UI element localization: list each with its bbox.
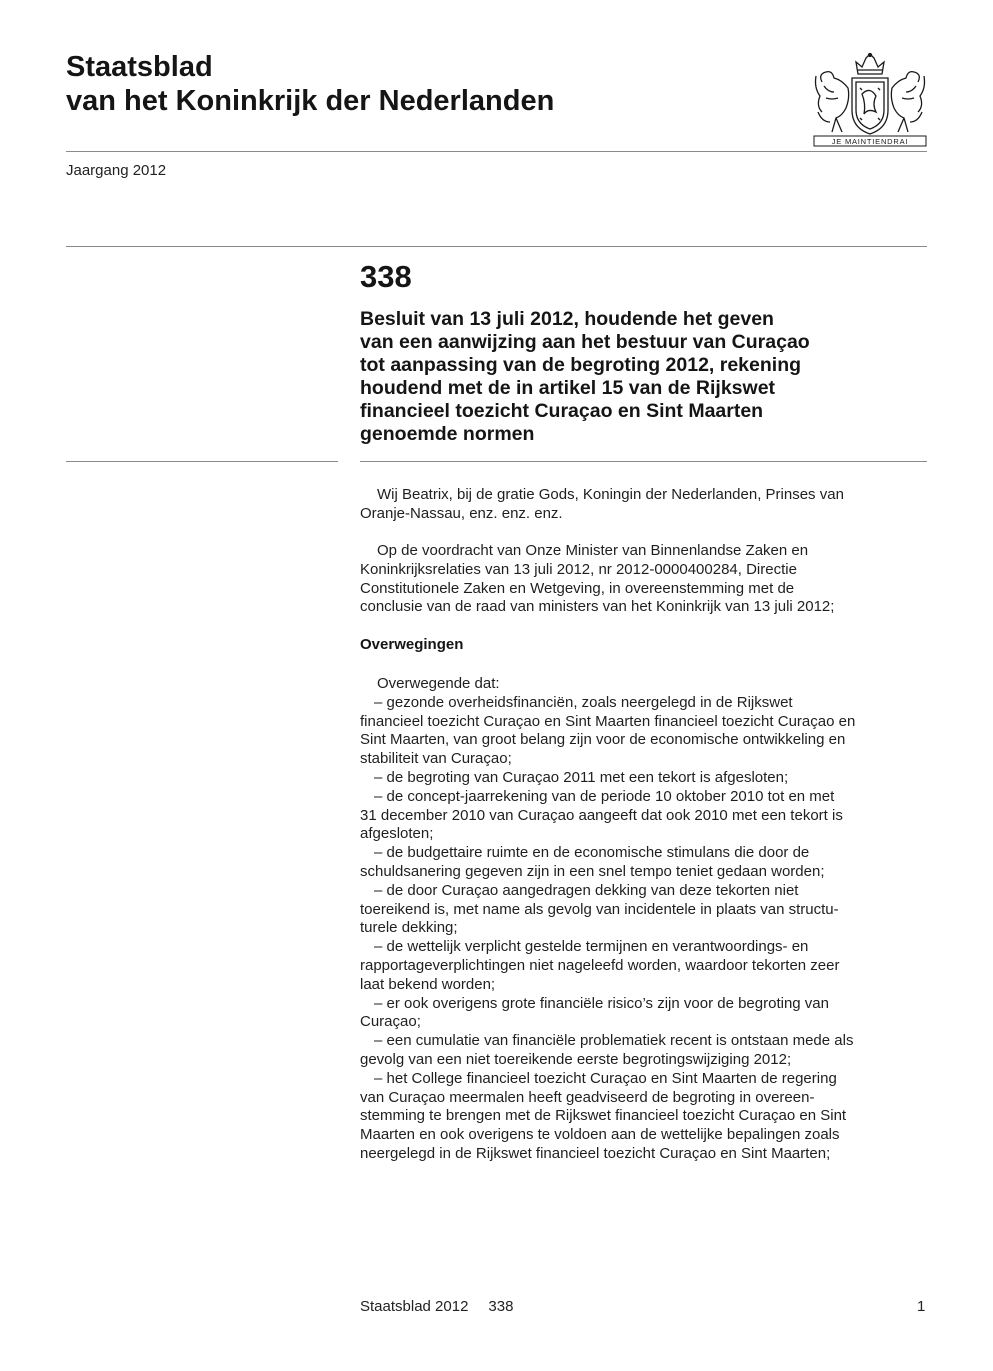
margin-rule: [66, 461, 338, 462]
voordracht-line: Koninkrijksrelaties van 13 juli 2012, nr 2012-0000400284, Directie: [360, 560, 797, 578]
masthead-title: [66, 50, 554, 118]
overweging-line: turele dekking;: [360, 919, 458, 937]
overwegingen-text: [360, 675, 935, 1164]
intro-line: Oranje-Nassau, enz. enz. enz.: [360, 504, 563, 522]
overweging-line: – de begroting van Curaçao 2011 met een tekort is afgesloten;: [374, 768, 789, 786]
jaargang: Jaargang 2012: [66, 162, 167, 179]
overweging-line: – er ook overigens grote financiële risico’s zijn voor de begroting van: [374, 994, 829, 1012]
page-number: 1: [917, 1298, 926, 1315]
intro-line: Wij Beatrix, bij de gratie Gods, Koningin der Nederlanden, Prinses van: [377, 486, 844, 503]
footer-number: 338: [488, 1298, 514, 1315]
voordracht-line: Op de voordracht van Onze Minister van Binnenlandse Zaken en: [377, 542, 809, 559]
overweging-line: Curaçao;: [360, 1013, 421, 1031]
overweging-line: financieel toezicht Curaçao en Sint Maarten financieel toezicht Curaçao en: [360, 712, 856, 730]
overweging-line: rapportageverplichtingen niet nageleefd worden, waardoor tekorten zeer: [360, 956, 840, 974]
voordracht-paragraph: [360, 542, 935, 617]
title-line-1: Staatsblad: [66, 51, 213, 83]
overweging-line: – de door Curaçao aangedragen dekking van deze tekorten niet: [374, 881, 799, 899]
decree-title-line: tot aanpassing van de begroting 2012, rekening: [360, 354, 802, 376]
decree-title-line: genoemde normen: [360, 423, 535, 445]
decree-title-line: financieel toezicht Curaçao en Sint Maarten: [360, 400, 764, 422]
coat-of-arms-icon: [812, 52, 928, 148]
section-heading: Overwegingen: [360, 636, 464, 653]
section-rule-top: [66, 246, 927, 247]
decree-title-line: van een aanwijzing aan het bestuur van Curaçao: [360, 331, 810, 353]
decree-number: 338: [360, 259, 412, 294]
header-rule: [66, 151, 927, 152]
title-rule: [360, 461, 927, 462]
overweging-line: – de wettelijk verplicht gestelde termijnen en verantwoordings- en: [374, 938, 809, 956]
overweging-line: stemming te brengen met de Rijkswet financieel toezicht Curaçao en Sint: [360, 1107, 847, 1125]
overweging-line: afgesloten;: [360, 825, 434, 843]
overweging-line: – een cumulatie van financiële problematiek recent is ontstaan mede als: [374, 1032, 854, 1050]
svg-text:JE MAINTIENDRAI: JE MAINTIENDRAI: [831, 137, 909, 146]
voordracht-line: Constitutionele Zaken en Wetgeving, in overeenstemming met de: [360, 579, 795, 597]
intro-paragraph: [360, 486, 935, 524]
title-line-2: van het Koninkrijk der Nederlanden: [66, 85, 555, 117]
overweging-line: – het College financieel toezicht Curaçao en Sint Maarten de regering: [374, 1069, 837, 1087]
overweging-line: 31 december 2010 van Curaçao aangeeft dat ook 2010 met een tekort is: [360, 806, 843, 824]
overweging-line: – de concept-jaarrekening van de periode 10 oktober 2010 tot en met: [374, 787, 835, 805]
overweging-line: – de budgettaire ruimte en de economische stimulans die door de: [374, 844, 810, 862]
footer-publication: [360, 1298, 513, 1315]
overweging-line: Sint Maarten, van groot belang zijn voor de economische ontwikkeling en: [360, 731, 846, 749]
overweging-line: Overwegende dat:: [377, 675, 500, 692]
decree-title-line: houdend met de in artikel 15 van de Rijkswet: [360, 377, 776, 399]
overweging-line: laat bekend worden;: [360, 975, 496, 993]
overweging-line: – gezonde overheidsfinanciën, zoals neergelegd in de Rijkswet: [374, 693, 793, 711]
overweging-line: Maarten en ook overigens te voldoen aan de wettelijke bepalingen zoals: [360, 1126, 840, 1144]
overweging-line: toereikend is, met name als gevolg van incidentele in plaats van structu-: [360, 900, 839, 918]
voordracht-line: conclusie van de raad van ministers van het Koninkrijk van 13 juli 2012;: [360, 598, 835, 616]
decree-title-line: Besluit van 13 juli 2012, houdende het geven: [360, 308, 774, 330]
decree-title: [360, 308, 940, 446]
overweging-line: schuldsanering gegeven zijn in een snel tempo teniet gedaan worden;: [360, 862, 825, 880]
overweging-line: gevolg van een niet toereikende eerste begrotingswijziging 2012;: [360, 1050, 792, 1068]
overweging-line: neergelegd in de Rijkswet financieel toezicht Curaçao en Sint Maarten;: [360, 1144, 831, 1162]
overweging-line: stabiliteit van Curaçao;: [360, 750, 512, 768]
overweging-line: van Curaçao meermalen heeft geadviseerd de begroting in overeen-: [360, 1088, 815, 1106]
footer-staatsblad: Staatsblad 2012: [360, 1298, 469, 1315]
